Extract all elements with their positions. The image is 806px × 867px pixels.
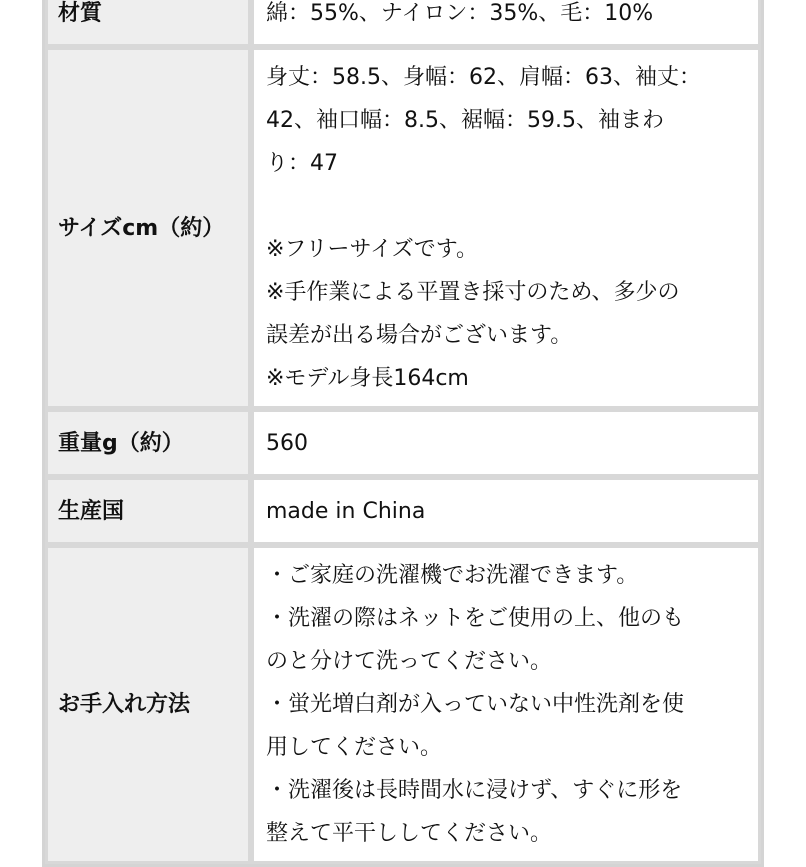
spec-table [42,0,764,867]
care-instruction-line: ・ご家庭の洗濯機でお洗濯できます。 [266,563,639,588]
material-value: 綿：55%、ナイロン：35%、毛：10% [251,0,761,47]
spec-row-size [45,47,761,409]
size-note-line: ※手作業による平置き採寸のため、多少の [266,280,680,305]
size-note-line: ※フリーサイズです。 [266,237,479,262]
care-instruction-line: のと分けて洗ってください。 [266,649,553,674]
size-value [251,47,761,409]
size-label: サイズcm（約） [45,47,251,409]
country-value: made in China [251,477,761,545]
material-label: 材質 [45,0,251,47]
care-instruction-line: 整えて平干ししてください。 [266,821,553,846]
care-instruction-line: ・洗濯の際はネットをご使用の上、他のも [266,606,685,631]
care-instruction-line: 用してください。 [266,735,443,760]
spec-row-country [45,477,761,545]
country-label: 生産国 [45,477,251,545]
spec-row-care [45,545,761,864]
care-instruction-line: ・洗濯後は長時間水に浸けず、すぐに形を [266,778,683,803]
care-label: お手入れ方法 [45,545,251,864]
size-note-line: 誤差が出る場合がございます。 [266,323,573,348]
care-value [251,545,761,864]
size-measure-line: 身丈：58.5、身幅：62、肩幅：63、袖丈： [266,65,701,90]
spec-row-weight [45,409,761,477]
spec-row-material [45,0,761,47]
weight-label: 重量g（約） [45,409,251,477]
size-measure-line: 42、袖口幅：8.5、裾幅：59.5、袖まわ [266,108,664,133]
size-note-line: ※モデル身長164cm [266,366,469,391]
size-spacer [266,185,746,228]
size-measure-line: り：47 [266,151,338,176]
care-instruction-line: ・蛍光増白剤が入っていない中性洗剤を使 [266,692,685,717]
weight-value: 560 [251,409,761,477]
